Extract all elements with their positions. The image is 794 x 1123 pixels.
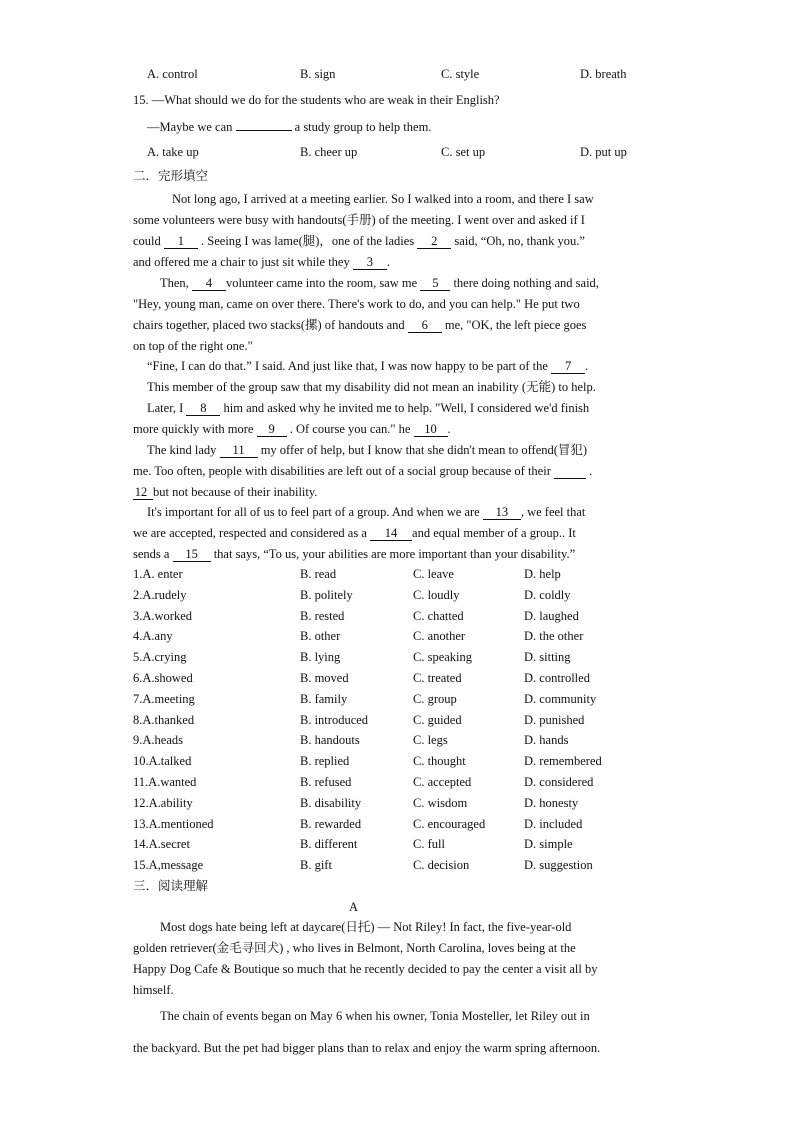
q15-blank [236, 118, 292, 131]
cloze-option-8-d: D. punished [524, 712, 585, 727]
cloze-option-7-b: B. family [300, 691, 348, 706]
option-a: A. take up [147, 145, 199, 159]
blank-15: 15 [173, 547, 211, 562]
blank-2: 2 [417, 234, 451, 249]
text: “Fine, I can do that.” I said. And just like that, I was now happy to be part of the [147, 359, 552, 373]
cloze-option-2-b: B. politely [300, 587, 353, 602]
cloze-option-13-d: D. included [524, 816, 583, 831]
option-d: D. put up [580, 145, 627, 159]
text: It's important for all of us to feel part of a group. And when we are [147, 505, 483, 519]
dot: . [586, 464, 593, 478]
text: . [585, 359, 589, 373]
cloze-option-15-a: 15.A,message [133, 858, 204, 873]
cloze-p2-line1 [160, 275, 599, 291]
cloze-option-7-a: 7.A.meeting [133, 691, 195, 706]
blank-12-line [554, 464, 586, 479]
cloze-option-2-a: 2.A.rudely [133, 587, 187, 602]
q15-answer-post: a study group to help them. [291, 120, 432, 134]
cloze-option-6-a: 6.A.showed [133, 671, 193, 685]
reading-p1-line3: Happy Dog Cafe & Boutique so much that he recently decided to pay the center a visit all by [133, 962, 598, 976]
cloze-option-14-b: B. different [300, 837, 358, 852]
cloze-p1-line3 [133, 233, 585, 249]
blank-8: 8 [186, 401, 220, 416]
passage-label: A [349, 900, 359, 914]
cloze-option-14-c: C. full [413, 837, 445, 852]
cloze-option-10-a: 10.A.talked [133, 754, 192, 769]
cloze-p2-line4: on top of the right one." [133, 339, 253, 353]
cloze-p7-line2 [133, 525, 576, 541]
cloze-option-5-a: 5.A.crying [133, 650, 187, 665]
cloze-option-12-c: C. wisdom [413, 795, 468, 810]
cloze-p1-line2: some volunteers were busy with handouts(手册) of the meeting. I went over and asked if I [133, 213, 585, 227]
blank-9: 9 [257, 422, 287, 437]
option-c: C. style [441, 67, 480, 81]
blank-1: 1 [164, 234, 198, 249]
cloze-option-6-c: C. treated [413, 671, 462, 685]
cloze-option-5-d: D. sitting [524, 650, 571, 665]
cloze-option-7-c: C. group [413, 691, 457, 706]
cloze-option-1-c: C. leave [413, 567, 454, 581]
text: , we feel that [520, 505, 586, 519]
cloze-option-3-d: D. laughed [524, 608, 579, 623]
text: sends a [133, 547, 173, 561]
cloze-option-11-b: B. refused [300, 775, 352, 789]
cloze-option-4-d: D. the other [524, 629, 584, 644]
cloze-option-11-d: D. considered [524, 775, 594, 789]
option-d: D. breath [580, 67, 627, 81]
cloze-p5-line2 [133, 421, 451, 437]
cloze-option-3-a: 3.A.worked [133, 608, 193, 623]
cloze-option-1-a: 1.A. enter [133, 567, 183, 581]
option-c: C. set up [441, 145, 486, 159]
cloze-p5-line1 [147, 400, 589, 416]
reading-p2-line2: the backyard. But the pet had bigger plans than to relax and enjoy the warm spring afternoon. [133, 1041, 601, 1055]
cloze-option-6-b: B. moved [300, 671, 349, 685]
text: . Seeing I was lame(腿)，one of the ladies [197, 234, 418, 248]
cloze-option-8-c: C. guided [413, 712, 462, 727]
cloze-option-15-c: C. decision [413, 858, 470, 873]
cloze-option-1-d: D. help [524, 567, 561, 581]
cloze-option-13-a: 13.A.mentioned [133, 816, 214, 831]
section-title-cloze: 二．完形填空 [133, 169, 209, 183]
cloze-option-15-d: D. suggestion [524, 858, 593, 873]
text: and equal member of a group.. It [412, 526, 576, 540]
option-b: B. sign [300, 67, 336, 81]
cloze-p7-line3 [133, 546, 575, 562]
text: The kind lady [147, 443, 220, 457]
cloze-option-10-c: C. thought [413, 754, 466, 769]
cloze-option-8-b: B. introduced [300, 712, 369, 727]
section-title-reading: 三．阅读理解 [133, 879, 209, 893]
text: more quickly with more [133, 422, 257, 436]
cloze-option-9-b: B. handouts [300, 733, 360, 748]
cloze-p1-line4 [133, 254, 390, 270]
text: but not because of their inability. [153, 485, 318, 499]
cloze-p3 [147, 358, 588, 374]
cloze-option-8-a: 8.A.thanked [133, 712, 195, 727]
cloze-option-15-b: B. gift [300, 858, 332, 873]
cloze-p7-line1 [147, 504, 585, 520]
cloze-option-12-b: B. disability [300, 795, 362, 810]
text: that says, “To us, your abilities are more important than your disability.” [210, 547, 576, 561]
cloze-p6-line2 [133, 463, 592, 479]
text: . [386, 255, 390, 269]
cloze-p4: This member of the group saw that my disability did not mean an inability (无能) to help. [147, 380, 596, 394]
q15-answer [147, 118, 431, 135]
blank-5: 5 [420, 276, 450, 291]
text: volunteer came into the room, saw me [225, 276, 421, 290]
cloze-option-6-d: D. controlled [524, 671, 590, 685]
cloze-option-5-c: C. speaking [413, 650, 473, 665]
cloze-p6-line1 [147, 442, 587, 458]
text: could [133, 234, 164, 248]
text: my offer of help, but I know that she didn't mean to offend(冒犯) [257, 443, 588, 457]
cloze-p6-line3 [133, 484, 317, 500]
cloze-option-4-b: B. other [300, 629, 341, 644]
cloze-option-2-c: C. loudly [413, 587, 460, 602]
cloze-option-14-a: 14.A.secret [133, 837, 190, 852]
reading-p1-line1: Most dogs hate being left at daycare(日托) — Not Riley! In fact, the five-year-old [160, 920, 572, 934]
blank-14: 14 [370, 526, 412, 541]
text: me, "OK, the left piece goes [441, 318, 587, 332]
cloze-option-10-b: B. replied [300, 754, 350, 769]
blank-12: 12 [133, 485, 153, 500]
text: Then, [160, 276, 192, 290]
text: . [447, 422, 451, 436]
text: we are accepted, respected and considered as a [133, 526, 371, 540]
cloze-option-2-d: D. coldly [524, 587, 571, 602]
reading-p1-line4: himself. [133, 983, 174, 997]
cloze-option-13-b: B. rewarded [300, 816, 362, 831]
blank-11: 11 [220, 443, 258, 458]
cloze-option-11-c: C. accepted [413, 775, 472, 789]
text: said, “Oh, no, thank you.” [451, 234, 585, 248]
cloze-option-10-d: D. remembered [524, 754, 602, 769]
cloze-option-12-a: 12.A.ability [133, 795, 193, 810]
cloze-option-9-c: C. legs [413, 733, 448, 748]
text: him and asked why he invited me to help. "Well, I considered we'd finish [220, 401, 590, 415]
cloze-option-3-c: C. chatted [413, 608, 464, 623]
option-a: A. control [147, 67, 198, 81]
cloze-option-7-d: D. community [524, 691, 597, 706]
text: and offered me a chair to just sit while they [133, 255, 353, 269]
cloze-option-1-b: B. read [300, 567, 337, 581]
cloze-p1-line1: Not long ago, I arrived at a meeting earlier. So I walked into a room, and there I saw [172, 192, 594, 206]
reading-p1-line2: golden retriever(金毛寻回犬) , who lives in Belmont, North Carolina, loves being at the [133, 941, 576, 955]
cloze-option-12-d: D. honesty [524, 795, 579, 810]
cloze-option-4-a: 4.A.any [133, 629, 173, 644]
blank-13: 13 [483, 505, 521, 520]
cloze-option-9-a: 9.A.heads [133, 733, 183, 748]
text: me. Too often, people with disabilities are left out of a social group because of their [133, 464, 554, 478]
q15-answer-pre: —Maybe we can [147, 120, 236, 134]
blank-10: 10 [414, 422, 448, 437]
cloze-p2-line3 [133, 317, 586, 333]
option-b: B. cheer up [300, 145, 358, 159]
blank-4: 4 [192, 276, 226, 291]
blank-3: 3 [353, 255, 387, 270]
cloze-p2-line2: "Hey, young man, came on over there. There's work to do, and you can help." He put two [133, 297, 580, 311]
cloze-option-14-d: D. simple [524, 837, 573, 852]
text: . Of course you can." he [286, 422, 414, 436]
cloze-option-4-c: C. another [413, 629, 466, 644]
cloze-option-11-a: 11.A.wanted [133, 775, 197, 789]
text: there doing nothing and said, [450, 276, 599, 290]
reading-p2-line1: The chain of events began on May 6 when his owner, Tonia Mosteller, let Riley out in [160, 1009, 590, 1023]
text: chairs together, placed two stacks(摞) of handouts and [133, 318, 408, 332]
cloze-option-5-b: B. lying [300, 650, 341, 665]
blank-6: 6 [408, 318, 442, 333]
blank-7: 7 [551, 359, 585, 374]
text: Later, I [147, 401, 187, 415]
cloze-option-3-b: B. rested [300, 608, 345, 623]
cloze-option-13-c: C. encouraged [413, 816, 486, 831]
q15-question: 15. —What should we do for the students who are weak in their English? [133, 93, 500, 107]
cloze-option-9-d: D. hands [524, 733, 569, 748]
